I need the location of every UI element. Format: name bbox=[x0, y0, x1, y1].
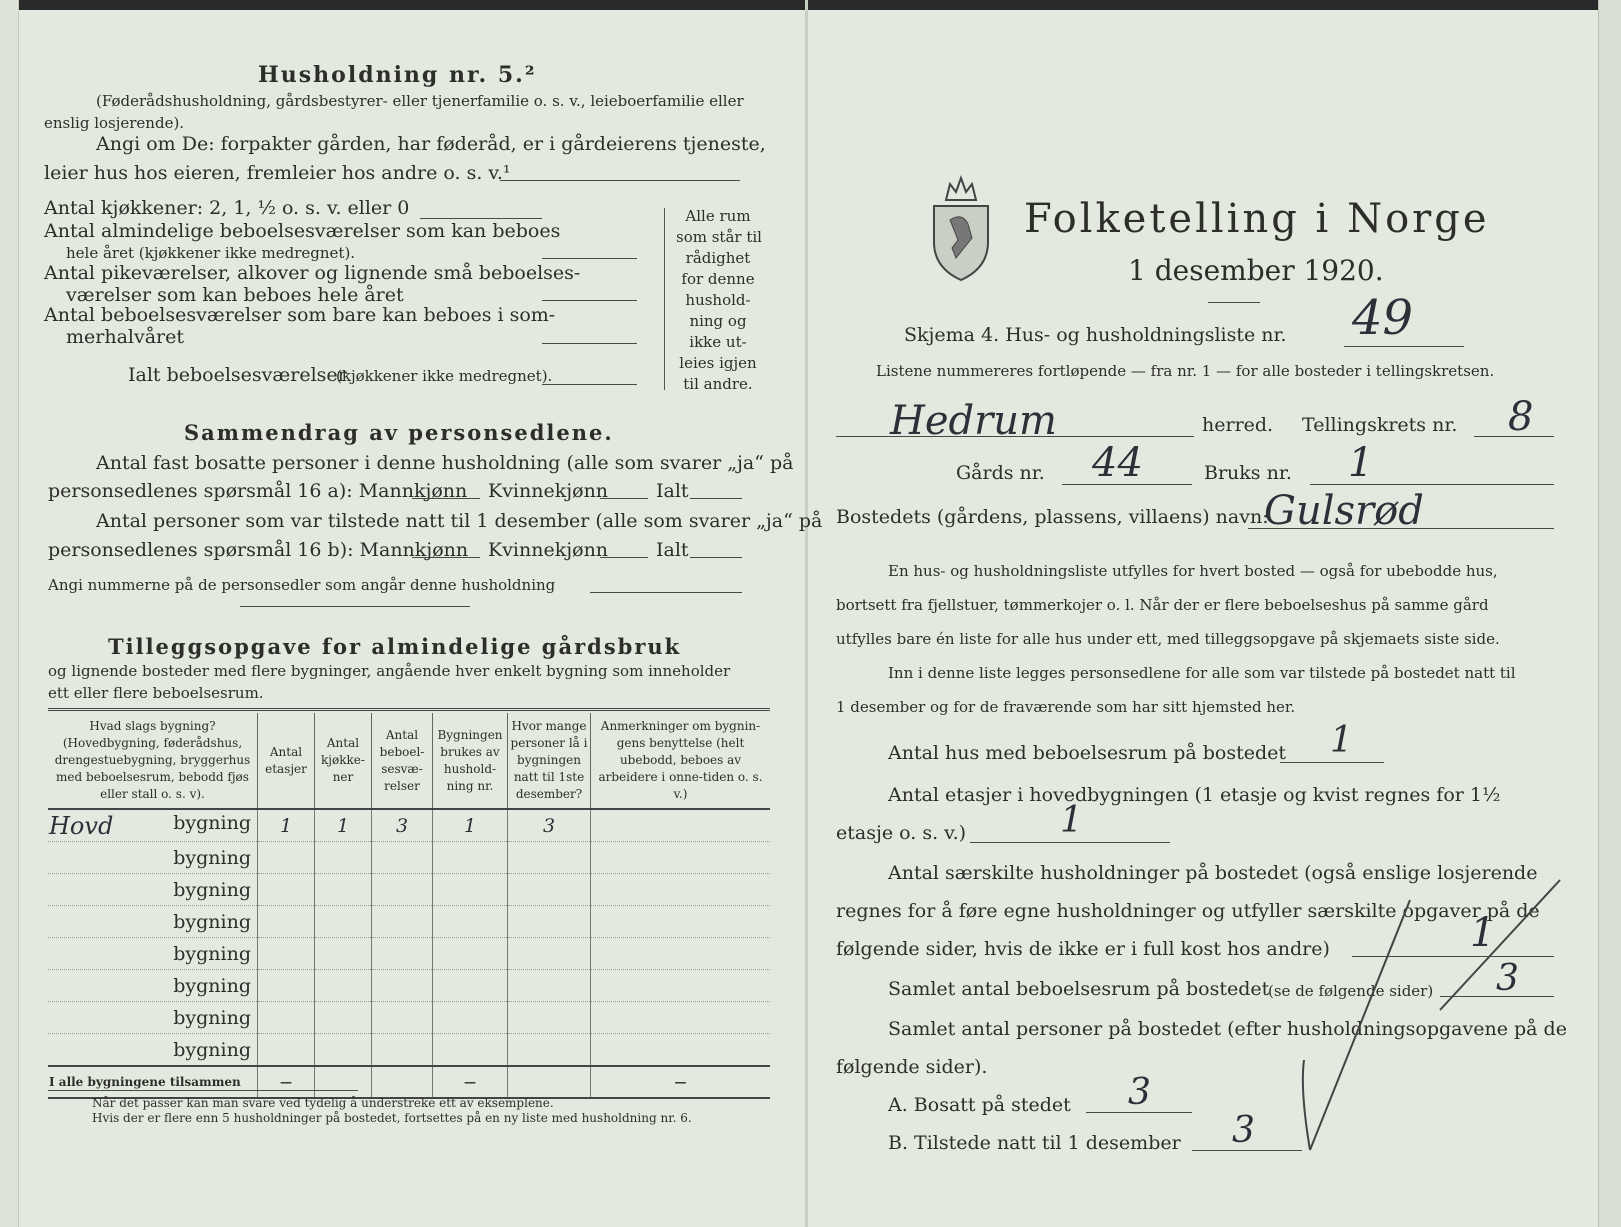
holding-number-value: 1 bbox=[1348, 440, 1374, 486]
extra-intro-2: ett eller flere beboelsesrum. bbox=[48, 684, 264, 702]
rooms-total-value: 3 bbox=[1496, 958, 1519, 999]
total-rooms-line bbox=[542, 384, 637, 385]
total-rooms-label: Ialt beboelsesværelser bbox=[128, 364, 347, 386]
persons-cell: 3 bbox=[508, 809, 591, 842]
building-row: bygning bbox=[48, 1034, 770, 1067]
district-value: 8 bbox=[1508, 394, 1534, 440]
list-number: 49 bbox=[1352, 290, 1414, 346]
district-line bbox=[1474, 436, 1554, 437]
side-note: Alle rum som står til rådighet for denne hushold- ning og ikke ut- leies igjen til andre. bbox=[676, 207, 762, 393]
resident-male-line bbox=[412, 498, 480, 499]
floors-label: Antal etasjer i hovedbygningen (1 etasje og kvist regnes for 1½ bbox=[888, 784, 1501, 806]
farm-number-label: Gårds nr. bbox=[956, 462, 1045, 484]
present-female-line bbox=[600, 557, 648, 558]
occupancy-answer-line bbox=[500, 180, 740, 181]
household-intro-2: enslig losjerende). bbox=[44, 114, 185, 132]
holding-number-line bbox=[1310, 484, 1554, 485]
col-persons: Hvor mange personer lå i bygningen natt til 1ste desember? bbox=[508, 713, 591, 809]
summer-rooms-line bbox=[542, 343, 637, 344]
question-occupancy-2: leier hus hos eieren, fremleier hos andre o. s. v.¹ bbox=[44, 162, 511, 184]
rooms-year-line bbox=[542, 258, 637, 259]
person-numbers-line bbox=[590, 592, 742, 593]
present-line bbox=[1192, 1150, 1302, 1151]
resident-label: A. Bosatt på stedet bbox=[888, 1094, 1071, 1116]
small-rooms-label: Antal pikeværelser, alkover og lignende små beboelses- bbox=[44, 262, 581, 284]
col-remarks: Anmerkninger om bygnin-gens benyttelse (helt ubebodd, beboes av arbeidere i onne-tiden o. s. v.) bbox=[591, 713, 771, 809]
rooms-cell: 3 bbox=[372, 809, 433, 842]
floors-label-2: etasje o. s. v.) bbox=[836, 822, 967, 844]
present-male-line bbox=[412, 557, 480, 558]
place-name-label: Bostedets (gårdens, plassens, villaens) navn: bbox=[836, 506, 1269, 528]
rooms-total-label: Samlet antal beboelsesrum på bostedet bbox=[888, 978, 1270, 1000]
buildings-total-label: I alle bygningene tilsammen bbox=[48, 1066, 258, 1098]
herred-line bbox=[836, 436, 1194, 437]
herred-label: herred. bbox=[1202, 414, 1274, 436]
small-rooms-line bbox=[542, 300, 637, 301]
check-stroke-marks bbox=[1290, 860, 1590, 1160]
extra-intro: og lignende bosteder med flere bygninger, angående hver enkelt bygning som inneholder bbox=[48, 662, 731, 680]
building-row: bygning bbox=[48, 938, 770, 970]
summer-rooms-label: Antal beboelsesværelser som bare kan beboes i som- bbox=[44, 304, 556, 326]
page-fold bbox=[805, 0, 808, 1227]
total-rooms-note: (kjøkkener ikke medregnet). bbox=[336, 367, 553, 385]
households-label-3: følgende sider, hvis de ikke er i full kost hos andre) bbox=[836, 938, 1330, 960]
herred-value: Hedrum bbox=[890, 398, 1057, 444]
section-divider bbox=[240, 606, 470, 607]
instructions-2: bortsett fra fjellstuer, tømmerkojer o. l. Når der er flere beboelseshus på samme gård bbox=[836, 596, 1489, 614]
building-name: Hovd bbox=[49, 811, 114, 840]
extra-title: Tilleggsopgave for almindelige gårdsbruk bbox=[108, 634, 682, 659]
col-rooms: Antal beboel-sesvæ-relser bbox=[372, 713, 433, 809]
side-note-brace bbox=[664, 208, 675, 390]
building-row: Hovd bygning 1 1 3 1 3 bbox=[48, 809, 770, 842]
persons-total-label-2: følgende sider). bbox=[836, 1056, 988, 1078]
resident-female-line bbox=[600, 498, 648, 499]
summary-title: Sammendrag av personsedlene. bbox=[184, 420, 614, 445]
col-household: Bygningen brukes av hushold-ning nr. bbox=[433, 713, 508, 809]
building-row: bygning bbox=[48, 1002, 770, 1034]
farm-number-line bbox=[1062, 484, 1192, 485]
col-floors: Antal etasjer bbox=[258, 713, 315, 809]
building-row: bygning bbox=[48, 906, 770, 938]
buildings-table bbox=[48, 713, 770, 1099]
holding-number-label: Bruks nr. bbox=[1204, 462, 1292, 484]
table-top-rule bbox=[48, 708, 770, 711]
instructions-4: Inn i denne liste legges personsedlene for alle som var tilstede på bostedet natt til bbox=[888, 664, 1516, 682]
floors-line bbox=[970, 842, 1170, 843]
census-date: 1 desember 1920. bbox=[1128, 254, 1384, 287]
list-note: Listene nummereres fortløpende — fra nr. 1 — for alle bosteder i tellingskretsen. bbox=[876, 362, 1495, 380]
footnote-2: Hvis der er flere enn 5 husholdninger på bostedet, fortsettes på en ny liste med husholdning nr. 6. bbox=[92, 1111, 692, 1125]
rooms-year-label: Antal almindelige beboelsesværelser som kan beboes bbox=[44, 220, 561, 242]
houses-line bbox=[1280, 762, 1384, 763]
persons-total-label: Samlet antal personer på bostedet (efter husholdningsopgavene på de bbox=[888, 1018, 1567, 1040]
resident-line bbox=[1086, 1112, 1192, 1113]
scan-top-edge bbox=[0, 0, 1621, 10]
farm-number-value: 44 bbox=[1092, 440, 1143, 486]
norway-coat-of-arms-icon bbox=[928, 168, 994, 284]
building-row: bygning bbox=[48, 874, 770, 906]
list-number-line bbox=[1344, 346, 1464, 347]
footnote-1: Når det passer kan man svare ved tydelig å understreke ett av eksemplene. bbox=[92, 1096, 554, 1110]
floors-value: 1 bbox=[1060, 800, 1083, 841]
resident-total-label: Ialt bbox=[656, 480, 689, 502]
household-cell: 1 bbox=[433, 809, 508, 842]
buildings-total-row: I alle bygningene tilsammen — — — bbox=[48, 1066, 770, 1098]
rooms-total-note: (se de følgende sider) bbox=[1268, 982, 1434, 1000]
col-building-type: Hvad slags bygning? (Hovedbygning, føderådshus, drengestuebygning, bryggerhus med beboelsesrum, bebodd fjøs eller stall o. s. v). bbox=[54, 719, 251, 801]
footnote-rule bbox=[48, 1090, 358, 1091]
houses-value: 1 bbox=[1330, 720, 1353, 761]
household-intro: (Føderådshusholdning, gårdsbestyrer- eller tjenerfamilie o. s. v., leieboerfamilie eller bbox=[96, 92, 744, 110]
instructions-1: En hus- og husholdningsliste utfylles for hvert bosted — også for ubebodde hus, bbox=[888, 562, 1498, 580]
floors-cell: 1 bbox=[258, 809, 315, 842]
title-rule bbox=[1208, 302, 1260, 303]
present-value: 3 bbox=[1232, 1110, 1255, 1151]
question-occupancy: Angi om De: forpakter gården, har føderåd, er i gårdeierens tjeneste, bbox=[96, 133, 766, 155]
place-name-line bbox=[1248, 528, 1554, 529]
resident-female-label: Kvinnekjønn bbox=[488, 480, 609, 502]
present-total-label: Ialt bbox=[656, 539, 689, 561]
present-female-label: Kvinnekjønn bbox=[488, 539, 609, 561]
resident-persons-q-2: personsedlenes spørsmål 16 a): Mannkjønn bbox=[48, 480, 468, 502]
scan-left-edge bbox=[0, 0, 19, 1227]
resident-value: 3 bbox=[1128, 1072, 1151, 1113]
place-name-value: Gulsrød bbox=[1264, 488, 1424, 534]
district-label: Tellingskrets nr. bbox=[1302, 414, 1458, 436]
schema-label: Skjema 4. Hus- og husholdningsliste nr. bbox=[904, 324, 1287, 346]
present-persons-q: Antal personer som var tilstede natt til 1 desember (alle som svarer „ja“ på bbox=[96, 510, 823, 532]
summer-rooms-label-2: merhalvåret bbox=[66, 326, 185, 348]
small-rooms-label-2: værelser som kan beboes hele året bbox=[66, 284, 404, 306]
person-numbers-label: Angi nummerne på de personsedler som angår denne husholdning bbox=[48, 576, 556, 594]
household-title: Husholdning nr. 5.² bbox=[258, 62, 537, 88]
instructions-5: 1 desember og for de fraværende som har sitt hjemsted her. bbox=[836, 698, 1296, 716]
households-value: 1 bbox=[1470, 910, 1496, 956]
building-row: bygning bbox=[48, 970, 770, 1002]
building-row: bygning bbox=[48, 842, 770, 874]
rooms-year-label-2: hele året (kjøkkener ikke medregnet). bbox=[66, 244, 356, 262]
households-label: Antal særskilte husholdninger på bostedet (også enslige losjerende bbox=[888, 862, 1538, 884]
kitchens-answer-line bbox=[420, 218, 542, 219]
instructions-3: utfylles bare én liste for alle hus under ett, med tilleggsopgave på skjemaets siste side. bbox=[836, 630, 1500, 648]
col-kitchens: Antal kjøkke-ner bbox=[315, 713, 372, 809]
scan-right-edge bbox=[1598, 0, 1621, 1227]
present-persons-q-2: personsedlenes spørsmål 16 b): Mannkjønn bbox=[48, 539, 469, 561]
kitchens-cell: 1 bbox=[315, 809, 372, 842]
present-total-line bbox=[690, 557, 742, 558]
present-label: B. Tilstede natt til 1 desember bbox=[888, 1132, 1181, 1154]
resident-total-line bbox=[690, 498, 742, 499]
kitchens-label: Antal kjøkkener: 2, 1, ½ o. s. v. eller 0 bbox=[44, 197, 410, 219]
houses-label: Antal hus med beboelsesrum på bostedet bbox=[888, 742, 1287, 764]
households-label-2: regnes for å føre egne husholdninger og utfyller særskilte opgaver på de bbox=[836, 900, 1540, 922]
resident-persons-q: Antal fast bosatte personer i denne husholdning (alle som svarer „ja“ på bbox=[96, 452, 794, 474]
remarks-cell bbox=[591, 809, 771, 842]
census-title: Folketelling i Norge bbox=[1024, 196, 1490, 242]
